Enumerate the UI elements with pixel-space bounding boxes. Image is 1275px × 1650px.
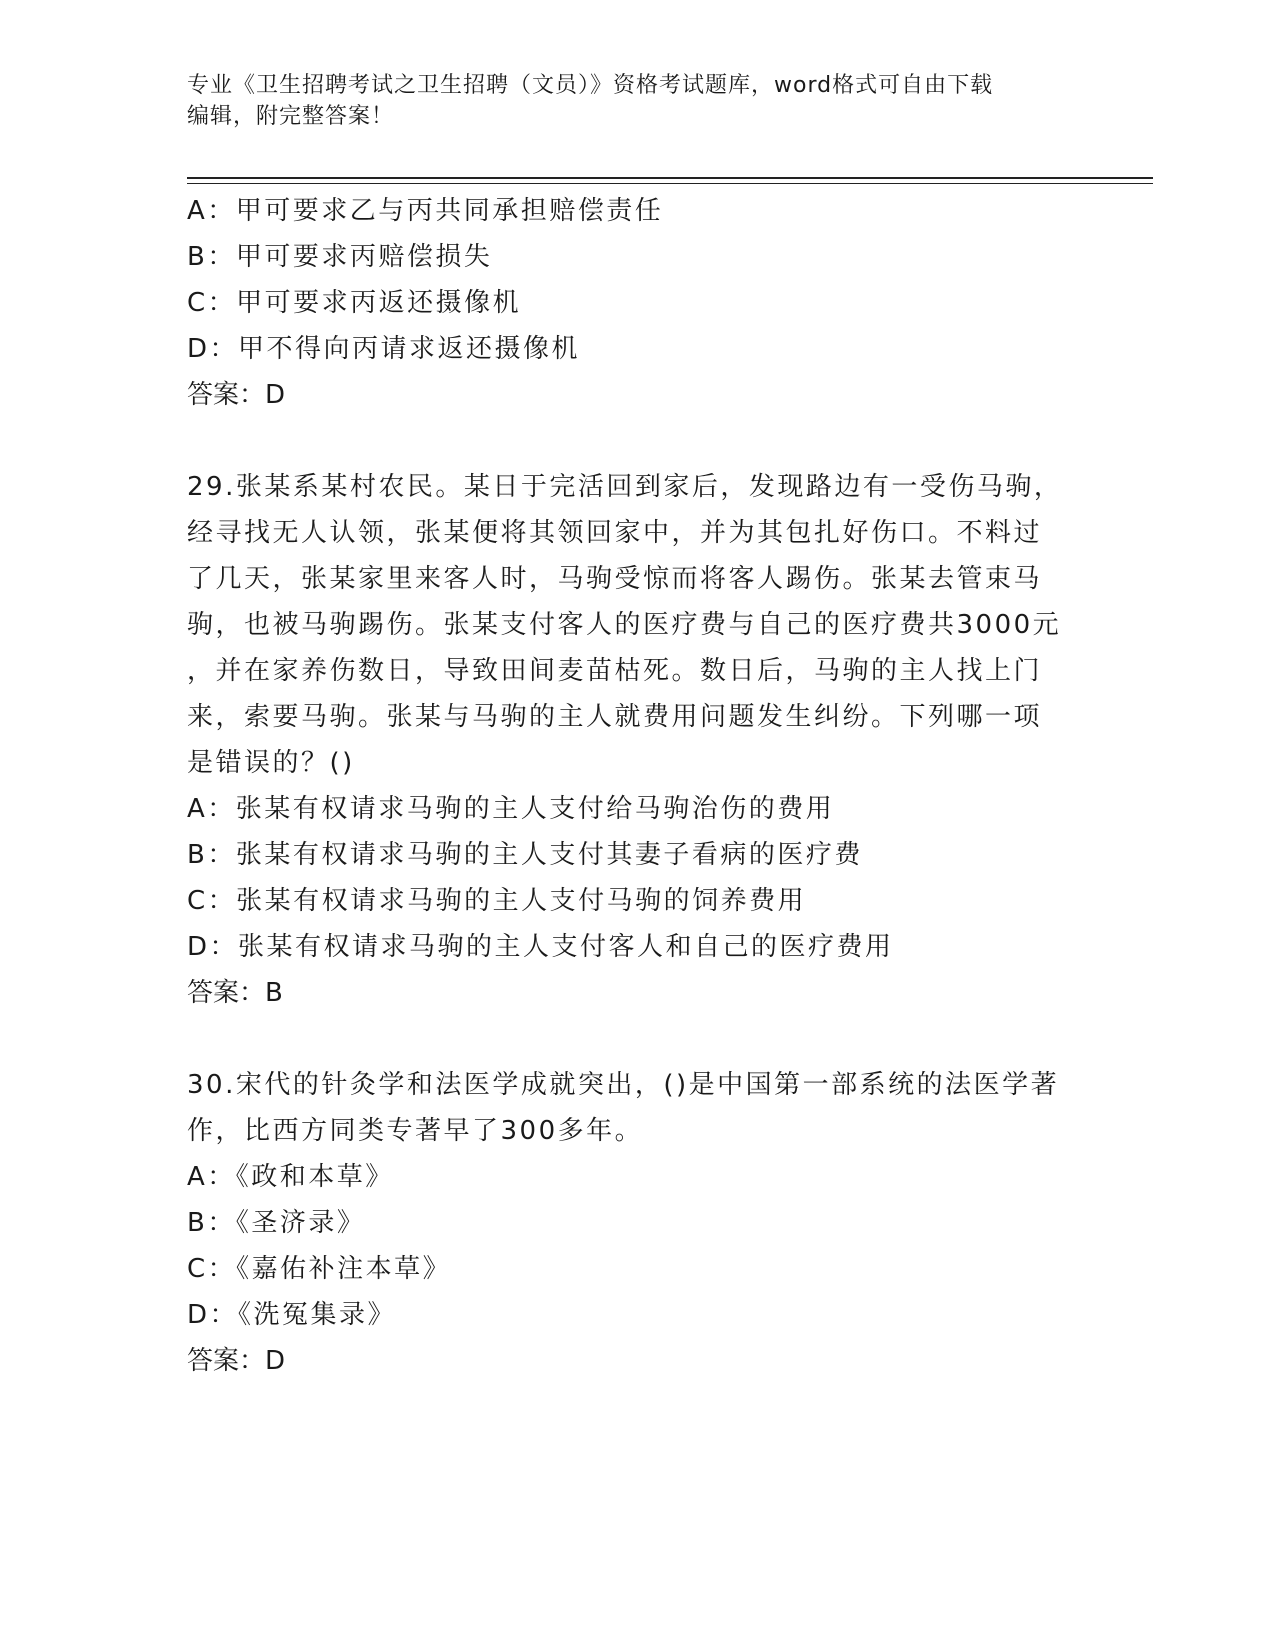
question-stem-line: 了几天，张某家里来客人时，马驹受惊而将客人踢伤。张某去管束马 (187, 564, 1043, 594)
question-stem-line: ，并在家养伤数日，导致田间麦苗枯死。数日后，马驹的主人找上门 (187, 656, 1043, 686)
header-divider-thin (187, 183, 1153, 184)
header-line-1: 专业《卫生招聘考试之卫生招聘（文员）》资格考试题库，word格式可自由下载 (187, 73, 994, 98)
header-line-2: 编辑，附完整答案！ (187, 104, 395, 129)
option-a: A：张某有权请求马驹的主人支付给马驹治伤的费用 (187, 794, 835, 824)
question-stem-line: 29.张某系某村农民。某日于完活回到家后，发现路边有一受伤马驹， (187, 472, 1063, 502)
header-divider-thick (187, 177, 1153, 179)
answer: 答案：D (187, 1346, 286, 1376)
question-stem-line: 来，索要马驹。张某与马驹的主人就费用问题发生纠纷。下列哪一项 (187, 702, 1043, 732)
option-c: C：张某有权请求马驹的主人支付马驹的饲养费用 (187, 886, 807, 916)
question-list (187, 188, 1087, 1384)
answer: 答案：D (187, 380, 286, 410)
option-a: A：甲可要求乙与丙共同承担赔偿责任 (187, 196, 664, 226)
option-c: C：甲可要求丙返还摄像机 (187, 288, 522, 318)
question-stem-line: 驹，也被马驹踢伤。张某支付客人的医疗费与自己的医疗费共3000元 (187, 610, 1062, 640)
question-30 (187, 1062, 1087, 1384)
question-28 (187, 188, 1087, 418)
answer: 答案：B (187, 978, 283, 1008)
spacer (187, 1016, 1087, 1062)
spacer (187, 418, 1087, 464)
option-b: B：张某有权请求马驹的主人支付其妻子看病的医疗费 (187, 840, 863, 870)
question-stem-line: 是错误的？() (187, 748, 355, 778)
option-b: B：甲可要求丙赔偿损失 (187, 242, 493, 272)
question-stem-line: 30.宋代的针灸学和法医学成就突出，()是中国第一部系统的法医学著 (187, 1070, 1060, 1100)
option-b: B：《圣济录》 (187, 1208, 366, 1238)
option-c: C：《嘉佑补注本草》 (187, 1254, 452, 1284)
question-stem-line: 经寻找无人认领，张某便将其领回家中，并为其包扎好伤口。不料过 (187, 518, 1043, 548)
option-d: D：张某有权请求马驹的主人支付客人和自己的医疗费用 (187, 932, 894, 962)
option-a: A：《政和本草》 (187, 1162, 394, 1192)
question-29 (187, 464, 1087, 1016)
option-d: D：甲不得向丙请求返还摄像机 (187, 334, 581, 364)
option-d: D：《洗冤集录》 (187, 1300, 397, 1330)
question-stem-line: 作，比西方同类专著早了300多年。 (187, 1116, 644, 1146)
document-header (187, 70, 1067, 132)
